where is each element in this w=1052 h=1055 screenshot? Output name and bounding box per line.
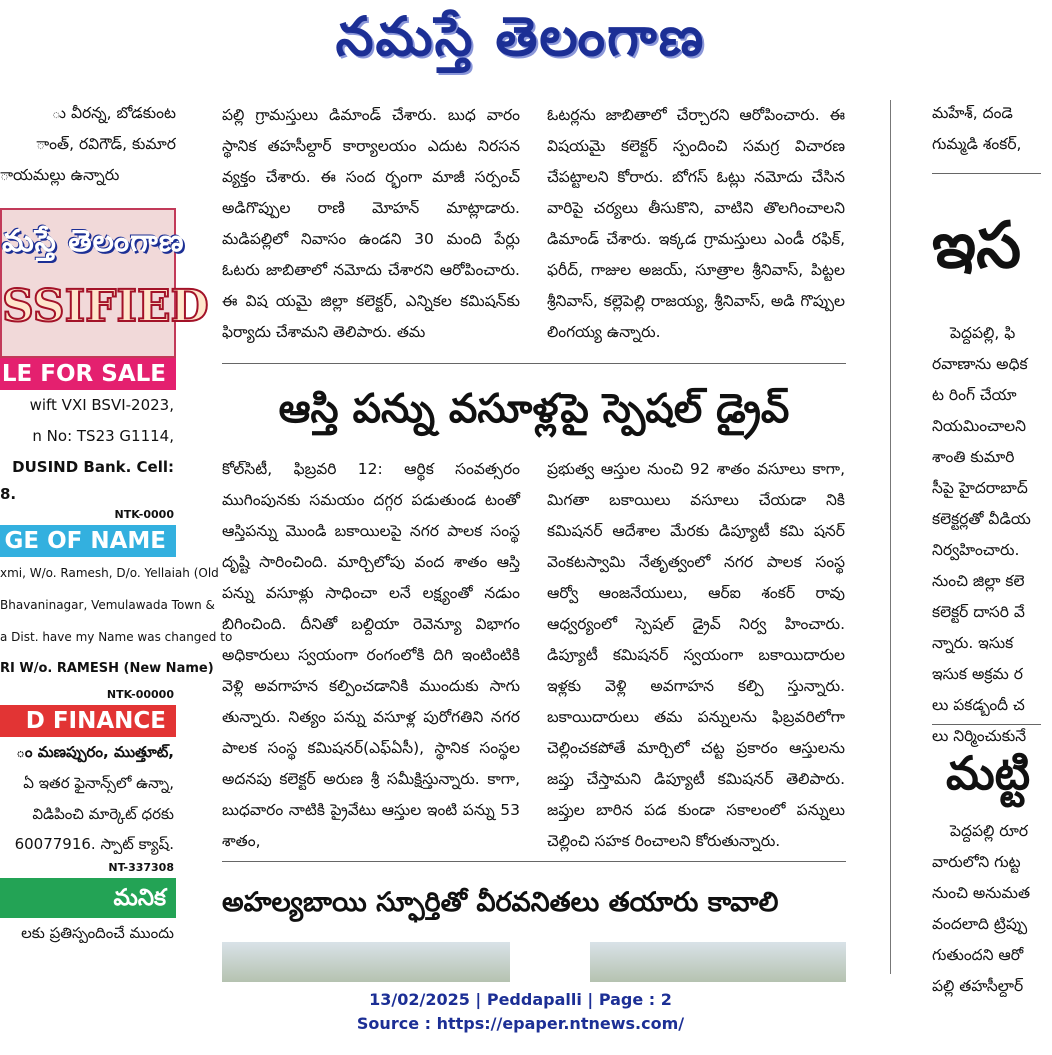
photo-gap bbox=[510, 942, 590, 982]
footer-date-edition: 13/02/2025 | Peddapalli | Page : 2 bbox=[369, 990, 672, 1009]
name-change-line: Bhavaninagar, Vemulawada Town & bbox=[0, 598, 215, 612]
article2-col2-text: ప్రభుత్వ ఆస్తుల నుంచి 92 శాతం వసూలు కాగా, మిగతా బకాయిలు వసూలు చేయడా నికి కమిషనర్ ఆదేశాల మేరకు డిప్యూటీ కమి షనర్ వెంకటస్వామి నేతృత్వంలో నగర పాలక సంస్థ ఆర్వో ఆంజనేయులు, ఆర్ఐ శంకర్ రావు ఆధ్వర్యంలో స్పెషల్ డ్రైవ్ నిర్వ హించారు. డిప్యూటీ కమిషనర్ స్వయంగా బకాయిదారుల ఇళ్లకు వెళ్లి అవగాహన కల్పి స్తున్నారు. బకాయిదారులు తమ పన్నులను ఫిబ్రవరిలోగా చెల్లించకపోతే మార్చిలో చట్ట ప్రకారం ఆస్తులను జప్తు చేస్తామని డిప్యూటీ కమిషనర్ తెలిపారు. జప్తుల బారిన పడ కుండా సకాలంలో పన్నులు చెల్లించి సహక రించాలని కోరుతున్నారు. bbox=[547, 460, 845, 850]
right-body1 bbox=[932, 318, 1052, 752]
sale-line: n No: TS23 G1114, bbox=[32, 427, 174, 445]
right-line: రవాణాను అధిక bbox=[932, 355, 1028, 373]
right-line: నియమించాలని bbox=[932, 417, 1027, 435]
newspaper-page bbox=[0, 86, 1041, 995]
right-line: వారులోని గుట్ట bbox=[932, 853, 1021, 871]
right-line: గుతుందని ఆరో bbox=[932, 946, 1024, 964]
right-line: వందలాది ట్రిప్పు bbox=[932, 915, 1028, 933]
classified-brand: మస్తే తెలంగాణ bbox=[2, 224, 185, 259]
finance-header: D FINANCE bbox=[0, 705, 176, 737]
newspaper-masthead bbox=[0, 0, 1041, 86]
finance-line: ఏ ఇతర ఫైనాన్స్‌లో ఉన్నా, bbox=[23, 774, 174, 792]
finance-code: NT-337308 bbox=[108, 861, 174, 874]
footer-source[interactable]: Source : https://epaper.ntnews.com/ bbox=[356, 1014, 685, 1033]
right-body2 bbox=[932, 816, 1052, 1002]
right-line: న్నారు. ఇసుక bbox=[932, 634, 1014, 652]
masthead-title: నమస్తే తెలంగాణ bbox=[335, 4, 706, 68]
sale-line: wift VXI BSVI-2023, bbox=[29, 396, 174, 414]
classified-title: SSIFIED bbox=[2, 281, 209, 332]
article-divider bbox=[222, 861, 846, 862]
right-line: పెద్దపల్లి రూర bbox=[950, 822, 1029, 840]
article1-column1 bbox=[222, 100, 520, 350]
article1-col2-text: ఓటర్లను జాబితాలో చేర్చారని ఆరోపించారు. ఈ విషయమై కలెక్టర్ స్పందించి సమగ్ర విచారణ చేపట్టాలని కోరారు. బోగస్ ఓట్లు నమోదు చేసిన వారిపై చర్యలు తీసుకొని, వాటిని తొలగించాలని డిమాండ్ చేశారు. ఇక్కడ గ్రామస్తులు ఎండీ రఫిక్, ఫరీద్, గాజుల అజయ్, సూత్రాల శ్రీనివాస్, పిట్టల శ్రీనివాస్, కల్లెపెల్లి రాజయ్య, శ్రీనివాస్, అడి గొప్పుల లింగయ్య ఉన్నారు. bbox=[547, 106, 845, 341]
article2-column1 bbox=[222, 454, 520, 854]
sale-line: 8. bbox=[0, 485, 17, 503]
left-column-text bbox=[0, 98, 176, 194]
right-line: కలెక్టర్లతో వీడియ bbox=[932, 510, 1031, 528]
page-footer bbox=[0, 988, 1041, 1036]
name-change-line: a Dist. have my Name was changed to bbox=[0, 630, 233, 644]
right-line: లు పకడ్బందీ చ bbox=[932, 696, 1025, 714]
classified-ads bbox=[0, 208, 233, 974]
name-change-header: GE OF NAME bbox=[0, 525, 176, 557]
right-headline1: ఇస bbox=[932, 209, 1022, 283]
article2-headline: ఆస్తి పన్ను వసూళ్లపై స్పెషల్ డ్రైవ్ bbox=[278, 386, 790, 432]
left-line: ాంత్, రవిగౌడ్, కుమార bbox=[36, 135, 176, 153]
right-top-line: గుమ్మడి శంకర్, bbox=[932, 135, 1022, 153]
right-headline2: మట్టి bbox=[946, 746, 1031, 800]
right-line: నిర్వహించారు. bbox=[932, 541, 1020, 559]
left-line: ాయమల్లు ఉన్నారు bbox=[0, 166, 120, 184]
sale-header: LE FOR SALE bbox=[0, 358, 176, 390]
right-line: శాంతి కుమారి bbox=[932, 448, 1015, 466]
right-line: సీపై హైదరాబాద్ bbox=[932, 479, 1028, 497]
article2-col1-text: కోల్‌సిటీ, ఫిబ్రవరి 12: ఆర్థిక సంవత్సరం ముగింపునకు సమయం దగ్గర పడుతుండ టంతో ఆస్తిపన్ను మొండి బకాయిలపై నగర పాలక సంస్థ దృష్టి సారించింది. మార్చిలోపు వంద శాతం ఆస్తి పన్ను వసూళ్లు సాధించా లనే లక్ష్యంతో నడుం బిగించింది. దీనితో బల్దియా రెవెన్యూ విభాగం అధికారులు స్వయంగా రంగంలోకి దిగి ఇంటింటికి వెళ్లి అవగాహన కల్పించడానికి ముందుకు సాగు తున్నారు. నిత్యం పన్ను వసూళ్ల పురోగతిని నగర పాలక సంస్థ కమిషనర్(ఎఫ్ఏసీ), స్థానిక సంస్థల అదనపు కలెక్టర్ అరుణ శ్రీ సమీక్షిస్తున్నారు. కాగా, బుధవారం నాటికి ప్రైవేటు ఆస్తుల ఇంటి పన్ను 53 శాతం, bbox=[222, 460, 520, 850]
right-line: కలెక్టర్ దాసరి వే bbox=[932, 603, 1025, 621]
name-change-line: xmi, W/o. Ramesh, D/o. Yellaiah (Old bbox=[0, 566, 219, 580]
name-change-line: RI W/o. RAMESH (New Name) bbox=[0, 661, 214, 676]
finance-line: ం మణప్పురం, ముత్తూట్, bbox=[16, 743, 174, 761]
right-line: ఇసుక అక్రమ ర bbox=[932, 665, 1023, 683]
right-line: నుంచి జిల్లా కలె bbox=[932, 572, 1025, 590]
green-line: లకు ప్రతిస్పందించే ముందు bbox=[21, 924, 174, 942]
right-line: ట రింగ్ చేయా bbox=[932, 386, 1017, 404]
right-divider bbox=[932, 724, 1041, 725]
green-header: మనిక bbox=[0, 878, 176, 918]
right-line: పెద్దపల్లి, ఫి bbox=[950, 324, 1016, 342]
sale-line: DUSIND Bank. Cell: bbox=[12, 458, 174, 476]
finance-line: విడిపించి మార్కెట్ ధరకు bbox=[32, 805, 174, 823]
article1-col1-text: పల్లి గ్రామస్తులు డిమాండ్ చేశారు. బుధ వారం స్థానిక తహసీల్దార్ కార్యాలయం ఎదుట నిరసన వ్యక్తం చేశారు. ఈ సంద ర్భంగా మాజీ సర్పంచ్ అడిగొప్పుల రాణి మోహన్ మాట్లాడారు. మడిపల్లిలో నివాసం ఉండని 30 మంది పేర్లు ఓటరు జాబితాలో నమోదు చేశారని ఆరోపించారు. ఈ విష యమై జిల్లా కలెక్టర్, ఎన్నికల కమిషన్‌కు ఫిర్యాదు చేశామని తెలిపారు. తమ bbox=[222, 106, 520, 341]
right-line: పల్లి తహసీల్దార్ bbox=[932, 977, 1024, 995]
article3-headline: అహల్యబాయి స్ఫూర్తితో వీరవనితలు తయారు కావాలి bbox=[222, 887, 779, 918]
article-divider bbox=[222, 363, 846, 364]
column-rule bbox=[890, 100, 891, 974]
name-change-code: NTK-00000 bbox=[106, 688, 174, 701]
article1-column2 bbox=[547, 100, 845, 350]
article2-column2 bbox=[547, 454, 845, 854]
right-line: లు నిర్మించుకునే bbox=[932, 727, 1027, 745]
classified-banner bbox=[0, 208, 209, 358]
left-line: ు వీరన్న, బోడకుంట bbox=[51, 104, 176, 122]
finance-line: 60077916. స్పాట్ క్యాష్. bbox=[14, 835, 174, 853]
sale-code: NTK-0000 bbox=[114, 508, 174, 521]
right-top-line: మహేశ్, దండె bbox=[932, 104, 1013, 122]
right-line: నుంచి అనుమత bbox=[932, 884, 1031, 902]
right-divider bbox=[932, 173, 1041, 174]
